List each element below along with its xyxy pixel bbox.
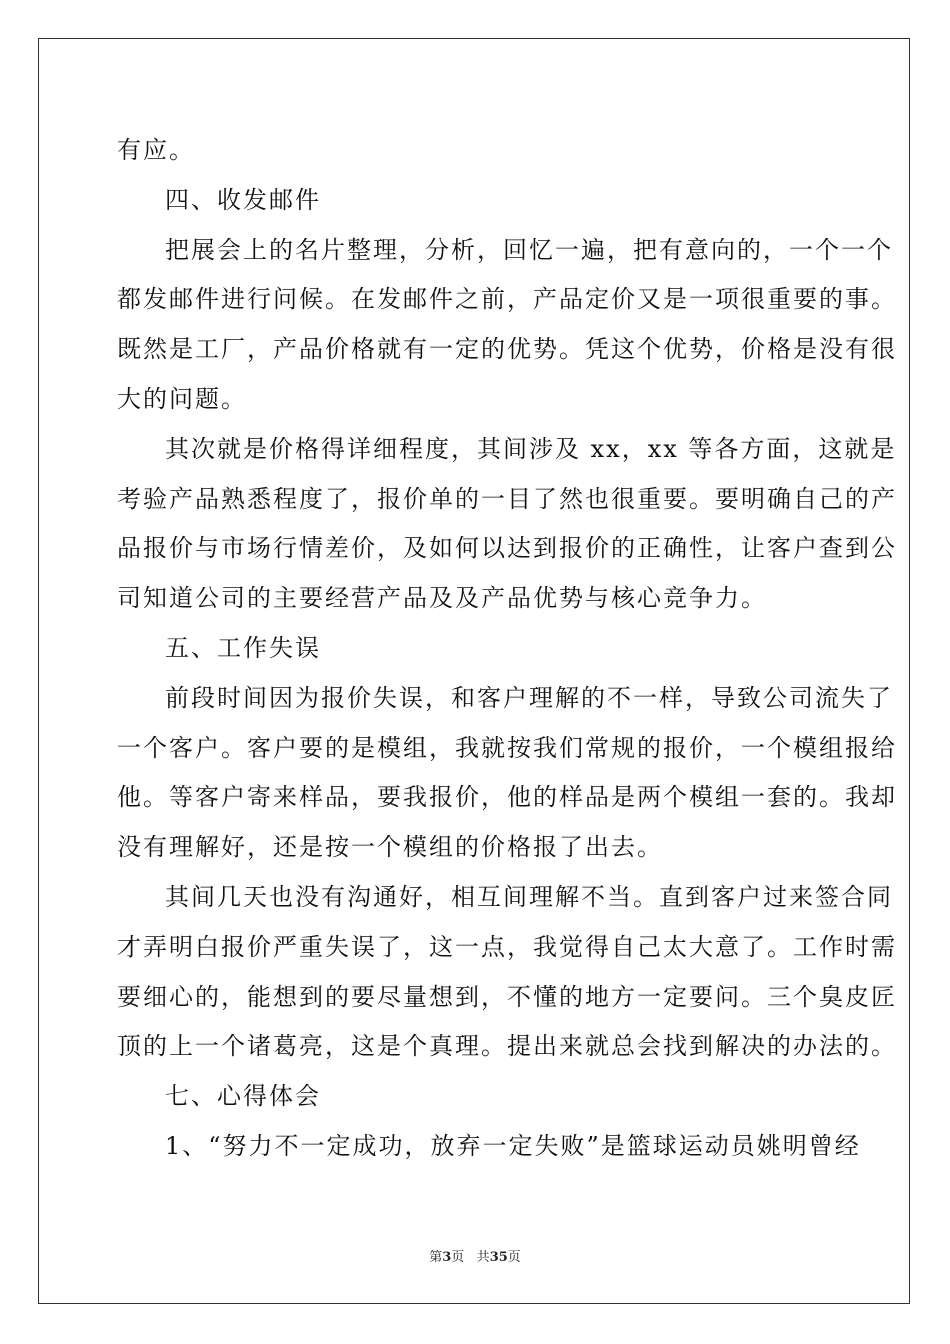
section-heading: 五、工作失误 [165, 633, 321, 662]
page-footer [0, 1246, 950, 1265]
text-line: 把展会上的名片整理，分析，回忆一遍，把有意向的，一个一个 [165, 235, 893, 264]
text-line: 前段时间因为报价失误，和客户理解的不一样，导致公司流失了 [165, 683, 893, 712]
section-heading: 四、收发邮件 [165, 185, 321, 214]
total-pages: 35 [489, 1250, 508, 1265]
text-line: 有应。 [117, 136, 195, 164]
text-line: 其次就是价格得详细程度，其间涉及 xx，xx 等各方面，这就是 [165, 434, 897, 463]
text-line: 司知道公司的主要经营产品及及产品优势与核心竞争力。 [117, 584, 767, 613]
text-line: 1、“努力不一定成功，放弃一定失败”是篮球运动员姚明曾经 [165, 1131, 861, 1160]
text-line: 既然是工厂，产品价格就有一定的优势。凭这个优势，价格是没有很 [117, 335, 897, 364]
page-prefix: 第 [429, 1250, 443, 1265]
text-line: 一个客户。客户要的是模组，我就按我们常规的报价，一个模组报给 [117, 733, 897, 762]
section-heading: 七、心得体会 [165, 1082, 321, 1111]
total-suffix: 页 [507, 1250, 521, 1265]
document-body [117, 126, 897, 1172]
total-prefix: 共 [476, 1250, 490, 1265]
text-line: 才弄明白报价严重失误了，这一点，我觉得自己太大意了。工作时需 [117, 932, 897, 961]
text-line: 大的问题。 [117, 384, 247, 413]
text-line: 都发邮件进行问候。在发邮件之前，产品定价又是一项很重要的事。 [117, 285, 897, 314]
text-line: 其间几天也没有沟通好，相互间理解不当。直到客户过来签合同 [165, 882, 893, 911]
text-line: 考验产品熟悉程度了，报价单的一目了然也很重要。要明确自己的产 [117, 484, 897, 513]
text-line: 没有理解好，还是按一个模组的价格报了出去。 [117, 833, 663, 862]
page-suffix: 页 [451, 1250, 465, 1265]
text-line: 品报价与市场行情差价，及如何以达到报价的正确性，让客户查到公 [117, 534, 897, 563]
text-line: 要细心的，能想到的要尽量想到，不懂的地方一定要问。三个臭皮匠 [117, 982, 897, 1011]
text-line: 顶的上一个诸葛亮，这是个真理。提出来就总会找到解决的办法的。 [117, 1032, 897, 1061]
text-line: 他。等客户寄来样品，要我报价，他的样品是两个模组一套的。我却 [117, 783, 897, 812]
page-number: 3 [442, 1250, 452, 1265]
